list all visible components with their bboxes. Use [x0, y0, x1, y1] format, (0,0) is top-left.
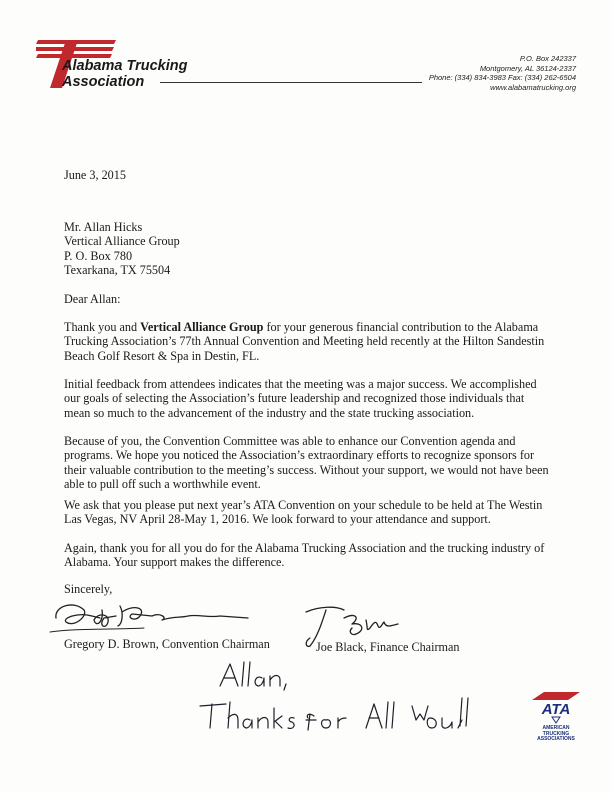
- salutation: Dear Allan:: [64, 292, 121, 306]
- handwritten-note: [190, 656, 490, 736]
- p1-lead: Thank you and: [64, 320, 141, 334]
- contact-po-box: P.O. Box 242337: [519, 54, 576, 63]
- ata-caption-line1: AMERICAN: [542, 725, 570, 731]
- sponsor-name: Vertical Alliance Group: [140, 320, 264, 334]
- letter-date: June 3, 2015: [64, 168, 126, 182]
- p1-rest: for your generous financial contribution to the Alabama Trucking Association’s 77th Annual Convention and Meeting held recently at the Hilton Sandestin Beach Golf Resort & Spa in Destin, FL.: [64, 320, 545, 363]
- ata-mark-text: ATA: [541, 701, 571, 718]
- paragraph-thank-you: [64, 320, 549, 363]
- paragraph-feedback: Initial feedback from attendees indicates that the meeting was a major success. We accomplished our goals of selecting the Association’s future leadership and recognized those individuals that mean so much to the advancement of the industry and the state trucking association.: [64, 377, 537, 420]
- paragraph-committee: Because of you, the Convention Committee was able to enhance our Convention agenda and programs. We hope you noticed the Association’s extraordinary efforts to recognize sponsors for their valuable contribution to the meeting’s success. Without your support, we would not have been able to pull off such a worthwhile event.: [64, 434, 549, 492]
- recipient-po-box: P. O. Box 780: [64, 248, 133, 263]
- ata-badge-caption: [526, 726, 586, 743]
- ata-mark-icon: [526, 684, 586, 726]
- organization-name: [62, 58, 187, 90]
- recipient-city: Texarkana, TX 75504: [64, 263, 171, 278]
- paragraph-closing-thanks: Again, thank you for all you do for the Alabama Trucking Association and the trucking industry of Alabama. Your support makes the difference.: [64, 541, 545, 570]
- ata-caption-line3: ASSOCIATIONS: [537, 736, 575, 743]
- contact-phone-fax: Phone: (334) 834-3983 Fax: (334) 262-6504: [428, 73, 576, 82]
- contact-city: Montgomery, AL 36124-2337: [479, 63, 576, 73]
- recipient-company: Vertical Alliance Group: [64, 234, 180, 249]
- contact-block: [429, 54, 576, 92]
- contact-website: www.alabamatrucking.org: [490, 82, 576, 92]
- org-name-line2: Association: [62, 74, 145, 90]
- closing: Sincerely,: [64, 582, 113, 596]
- signer-right: Joe Black, Finance Chairman: [316, 640, 460, 654]
- signer-left: Gregory D. Brown, Convention Chairman: [64, 637, 270, 651]
- recipient-name: Mr. Allan Hicks: [64, 220, 143, 234]
- recipient-address: [64, 220, 180, 278]
- ata-badge: [526, 684, 586, 764]
- org-name-line1: Alabama Trucking: [62, 58, 188, 74]
- letterhead-divider: [160, 82, 422, 83]
- ata-caption-line2: TRUCKING: [542, 730, 570, 737]
- paragraph-next-convention: We ask that you please put next year’s ATA Convention on your schedule to be held at The Westin Las Vegas, NV April 28-May 1, 2016. We look forward to your attendance and support.: [64, 498, 543, 527]
